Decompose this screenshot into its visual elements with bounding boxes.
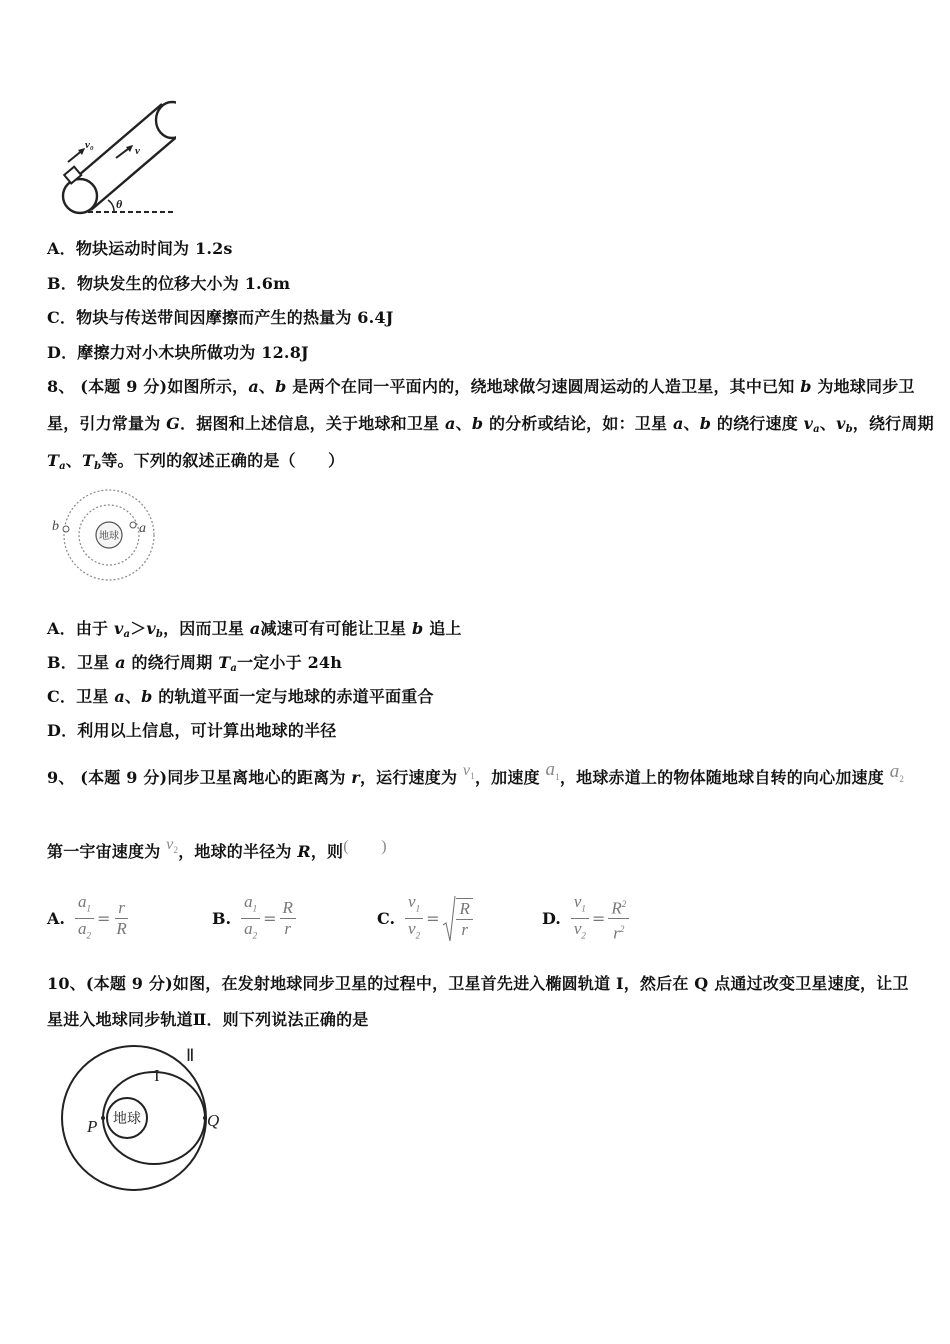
satellite-orbit-figure <box>50 487 164 585</box>
satellite-b <box>63 526 69 532</box>
orbit-transfer-figure <box>50 1041 232 1193</box>
angle-label: θ <box>116 197 123 211</box>
q8-option-b: B．卫星 a 的绕行周期 $T_a$一定小于 24h <box>47 653 343 674</box>
orbit-ii-label: Ⅱ <box>186 1046 195 1065</box>
v0-label: v₀ <box>85 139 94 151</box>
q7-option-b: B．物块发生的位移大小为 1.6m <box>47 274 291 293</box>
q9-choice-d: D. $\frac{v_1}{v_2}$ = $\frac{R^2}{r^2}$ <box>542 892 629 946</box>
q-label: Q <box>207 1111 220 1130</box>
q8-option-a: A．由于 $v_a>v_b$，因而卫星 a减速可有可能让卫星 b 追上 <box>47 619 462 640</box>
earth-label: 地球 <box>99 531 119 542</box>
q8-option-c: C．卫星 a、b 的轨道平面一定与地球的赤道平面重合 <box>47 687 434 706</box>
q8-stem-line3: $T_a$、$T_b$等。下列的叙述正确的是（ ） <box>47 451 345 472</box>
q8-option-d: D．利用以上信息，可计算出地球的半径 <box>47 721 337 740</box>
q10-stem-line1: 10、(本题 9 分)如图，在发射地球同步卫星的过程中，卫星首先进入椭圆轨道 I，然后在 Q 点通过改变卫星速度，让卫 <box>47 974 909 993</box>
satellite-a <box>130 522 136 528</box>
conveyor-belt-figure <box>58 100 176 218</box>
q9-stem-line1: 9、 (本题 9 分)同步卫星离地心的距离为 r，运行速度为 $v_1$，加速度 $a_1$，地球赤道上的物体随地球自转的向心加速度 $a_2$ <box>47 759 905 787</box>
q9-stem-line2: 第一宇宙速度为 $v_2$，地球的半径为 R，则( ) <box>47 836 387 861</box>
q9-choice-a: A. $\frac{a_1}{a_2}$ = $\frac{r}{R}$ <box>47 892 127 941</box>
v-label: v <box>135 145 140 157</box>
q7-option-a: A．物块运动时间为 1.2s <box>47 239 233 258</box>
p-label: P <box>87 1117 98 1136</box>
satellite-b-label: b <box>52 519 59 534</box>
point-p <box>101 1116 105 1120</box>
orbit-i-label: I <box>154 1066 160 1085</box>
q8-stem-line2: 星，引力常量为 G．据图和上述信息，关于地球和卫星 a、b 的分析或结论，如：卫星 a、b 的绕行速度 $v_a$、$v_b$，绕行周期 <box>47 414 934 435</box>
earth-label: 地球 <box>113 1111 141 1127</box>
q8-stem-line1: 8、 (本题 9 分)如图所示，a、b 是两个在同一平面内的，绕地球做匀速圆周运动的人造卫星，其中已知 b 为地球同步卫 <box>47 377 915 396</box>
q7-option-d: D．摩擦力对小木块所做功为 12.8J <box>47 343 309 362</box>
satellite-a-label: a <box>139 521 146 536</box>
sqrt-symbol: $\frac{R}{r}$ <box>442 895 472 943</box>
q7-option-c: C．物块与传送带间因摩擦而产生的热量为 6.4J <box>47 308 394 327</box>
block <box>64 167 81 184</box>
q9-choice-b: B. $\frac{a_1}{a_2}$ = $\frac{R}{r}$ <box>212 892 296 946</box>
q9-choice-c: C. $\frac{v_1}{v_2}$ = $\frac{R}{r}$ <box>377 892 473 946</box>
q10-stem-line2: 星进入地球同步轨道Ⅱ．则下列说法正确的是 <box>47 1010 369 1029</box>
